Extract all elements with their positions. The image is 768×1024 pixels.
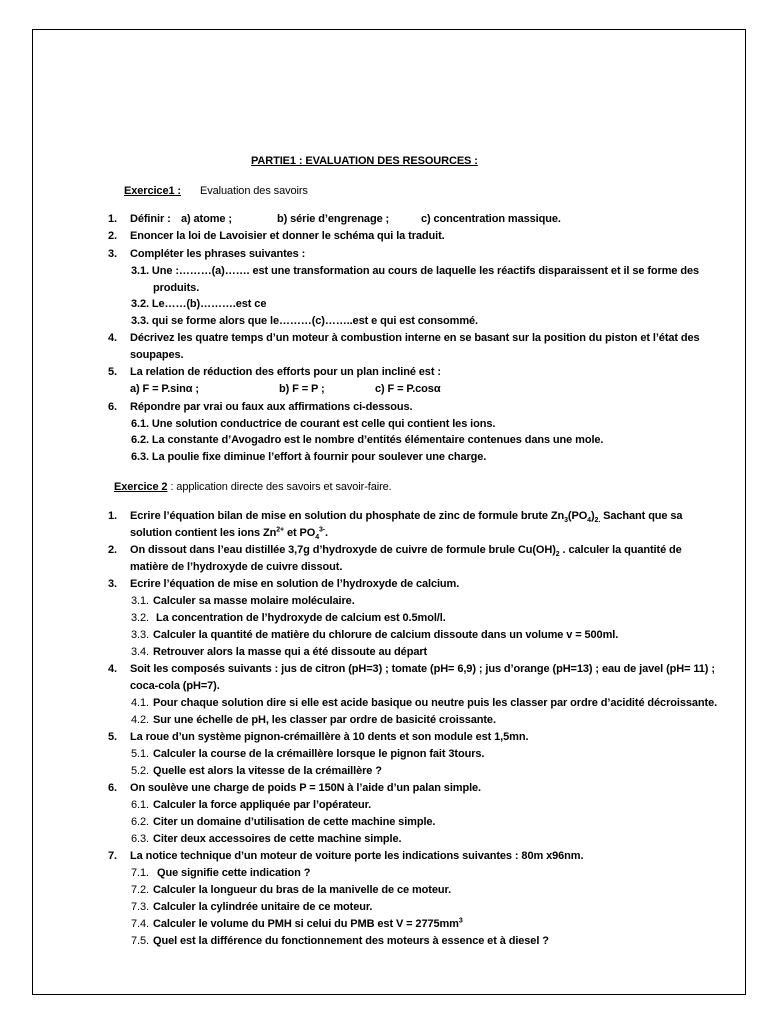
ex2-q1-num: 1. [108, 510, 117, 522]
ex2-q5: La roue d’un système pignon-crémaillère à 10 dents et son module est 1,5mn. [130, 731, 529, 743]
ex2-q6-3-num: 6.3. [131, 833, 149, 845]
ex2-q5-num: 5. [108, 731, 117, 743]
ex1-q1-b: b) série d’engrenage ; [277, 213, 390, 225]
ex1-q3-num: 3. [108, 248, 117, 260]
ex2-q3-2: La concentration de l’hydroxyde de calcium est 0.5mol/l. [156, 612, 446, 624]
ex2-q7-1: Que signifie cette indication ? [157, 867, 311, 879]
ex2-q7-2-num: 7.2. [131, 884, 149, 896]
ex1-q3-1a: 3.1. Une :………(a)……. est une transformation au cours de laquelle les réactifs disparaissent et il se forme des [131, 265, 699, 277]
ex2-q2-num: 2. [108, 544, 117, 556]
ex1-q1-c: c) concentration massique. [421, 213, 561, 225]
ex2-q4-1-num: 4.1. [131, 697, 149, 709]
ex2-q6: On soulève une charge de poids P = 150N à l’aide d’un palan simple. [130, 782, 482, 794]
exercise1-heading [124, 184, 308, 198]
ex1-q5-c: c) F = P.cosα [375, 383, 441, 395]
ex1-q2: Enoncer la loi de Lavoisier et donner le schéma qui la traduit. [130, 230, 445, 242]
ex2-q4-2-num: 4.2. [131, 714, 149, 726]
ex1-q4a: Décrivez les quatre temps d’un moteur à combustion interne en se basant sur la position du piston et l’état des [130, 332, 700, 344]
ex2-q5-1-num: 5.1. [131, 748, 149, 760]
ex2-q6-3: Citer deux accessoires de cette machine simple. [153, 833, 402, 845]
ex2-q2b: matière de l’hydroxyde de cuivre dissout. [130, 561, 343, 573]
ex2-q6-2-num: 6.2. [131, 816, 149, 828]
ex2-q7-5: Quel est la différence du fonctionnement des moteurs à essence et à diesel ? [153, 935, 549, 947]
exercise1-title: Evaluation des savoirs [199, 185, 308, 197]
ex2-q7-2: Calculer la longueur du bras de la manivelle de ce moteur. [153, 884, 452, 896]
ex2-q3-2-num: 3.2. [131, 612, 149, 624]
ex2-q5-1: Calculer la course de la crémaillère lorsque le pignon fait 3tours. [153, 748, 485, 760]
ex2-q7: La notice technique d’un moteur de voiture porte les indications suivantes : 80m x96nm. [130, 850, 584, 862]
ex1-q6-3: 6.3. La poulie fixe diminue l’effort à fournir pour soulever une charge. [131, 451, 487, 463]
ex1-q6-num: 6. [108, 401, 117, 413]
ex2-q7-1-num: 7.1. [131, 867, 149, 879]
ex2-q6-1: Calculer la force appliquée par l’opérateur. [153, 799, 372, 811]
ex1-q3-3: 3.3. qui se forme alors que le………(c)……..est e qui est consommé. [131, 315, 479, 327]
ex2-q3-4: Retrouver alors la masse qui a été dissoute au départ [153, 646, 428, 658]
ex1-q1-a: a) atome ; [181, 213, 232, 225]
ex1-q1-num: 1. [108, 213, 117, 225]
ex2-q3-4-num: 3.4. [131, 646, 149, 658]
ex1-q6-1: 6.1. Une solution conductrice de courant est celle qui contient les ions. [131, 418, 496, 430]
ex2-q7-3: Calculer la cylindrée unitaire de ce moteur. [153, 901, 373, 913]
ex2-q3: Ecrire l’équation de mise en solution de l’hydroxyde de calcium. [130, 578, 460, 590]
ex2-q1b: solution contient les ions $Zn^{2+}$ et $PO_4^{3-}$. [130, 526, 328, 542]
ex2-q2a: On dissout dans l’eau distillée 3,7g d’hydroxyde de cuivre de formule brule $Cu(OH)_2$ . calculer la quantité de [130, 544, 682, 559]
ex2-q7-5-num: 7.5. [131, 935, 149, 947]
ex1-q3-1b: produits. [153, 282, 200, 294]
ex2-q5-2-num: 5.2. [131, 765, 149, 777]
ex2-q7-4: Calculer le volume du PMH si celui du PMB est $V = 2775mm^3$ [153, 917, 463, 930]
ex1-q5-a: a) F = P.sinα ; [130, 383, 199, 395]
ex2-q3-1-num: 3.1. [131, 595, 149, 607]
ex1-q3: Compléter les phrases suivantes : [130, 248, 306, 260]
ex2-q3-1: Calculer sa masse molaire moléculaire. [153, 595, 355, 607]
ex1-q4b: soupapes. [130, 349, 184, 361]
ex1-q5-num: 5. [108, 366, 117, 378]
ex2-q6-1-num: 6.1. [131, 799, 149, 811]
ex1-q6-2: 6.2. La constante d’Avogadro est le nombre d’entités élémentaire contenues dans une mole. [131, 434, 604, 446]
ex2-q3-3: Calculer la quantité de matière du chlorure de calcium dissoute dans un volume v = 500ml. [153, 629, 619, 641]
ex2-q7-3-num: 7.3. [131, 901, 149, 913]
ex2-q4-1: Pour chaque solution dire si elle est acide basique ou neutre puis les classer par ordre d’acidité décroissante. [153, 697, 718, 709]
ex1-q5-b: b) F = P ; [279, 383, 325, 395]
ex1-q3-2: 3.2. Le……(b)……….est ce [131, 298, 267, 310]
ex2-q7-4-num: 7.4. [131, 918, 149, 930]
exercise2-label: Exercice 2 [114, 481, 168, 493]
ex1-q1-prefix: Définir : [130, 213, 171, 225]
ex2-q6-num: 6. [108, 782, 117, 794]
ex1-q5: La relation de réduction des efforts pour un plan incliné est : [130, 366, 441, 378]
ex1-q4-num: 4. [108, 332, 117, 344]
partie-title: PARTIE1 : EVALUATION DES RESOURCES : [251, 155, 478, 167]
ex2-q6-2: Citer un domaine d’utilisation de cette machine simple. [153, 816, 436, 828]
ex1-q6: Répondre par vrai ou faux aux affirmations ci-dessous. [130, 401, 413, 413]
ex2-q7-num: 7. [108, 850, 117, 862]
ex2-q3-num: 3. [108, 578, 117, 590]
ex2-q4-2: Sur une échelle de pH, les classer par ordre de basicité croissante. [153, 714, 496, 726]
ex2-q1a: Ecrire l’équation bilan de mise en solution du phosphate de zinc de formule brute $Zn_3(PO_4)_{2.}$ Sachant que sa [130, 510, 683, 525]
ex2-q4a: Soit les composés suivants : jus de citron (pH=3) ; tomate (pH= 6,9) ; jus d’orange (pH=13) ; eau de javel (pH= 11) ; [130, 663, 715, 675]
ex2-q5-2: Quelle est alors la vitesse de la crémaillère ? [153, 765, 382, 777]
ex1-q2-num: 2. [108, 230, 117, 242]
exercise1-label: Exercice1 : [124, 185, 181, 197]
ex2-q3-3-num: 3.3. [131, 629, 149, 641]
exercise2-title: : application directe des savoirs et savoir-faire. [167, 481, 392, 493]
exercise2-heading [114, 480, 392, 494]
ex2-q4b: coca-cola (pH=7). [130, 680, 220, 692]
ex2-q4-num: 4. [108, 663, 117, 675]
